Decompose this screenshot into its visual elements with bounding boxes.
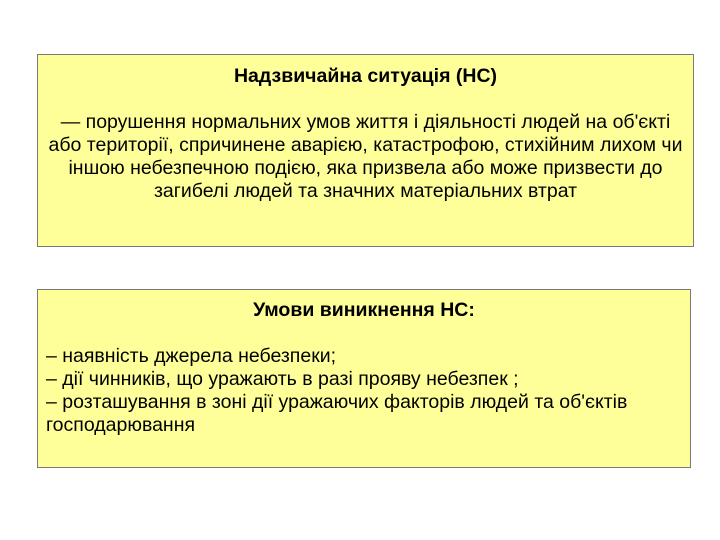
- conditions-list: [46, 345, 682, 437]
- condition-item-damaging-factors: – дії чинників, що уражають в разі прояву небезпек ;: [46, 368, 519, 390]
- definition-spacer: [46, 88, 685, 111]
- definition-text: — порушення нормальних умов життя і діяльності людей на об'єкті або території, спричинене аварією, катастрофою, стихійним лихом чи іншою небезпечною подією, яка призвела або може призвести до загибелі людей та значних матеріальних втрат: [48, 111, 683, 202]
- definition-box: [37, 54, 694, 247]
- conditions-box: [37, 289, 691, 468]
- conditions-title: Умови виникнення НС:: [253, 299, 475, 321]
- condition-item-exposure-zone: – розташування в зоні дії уражаючих факторів людей та об'єктів господарювання: [46, 391, 628, 436]
- conditions-spacer: [46, 322, 682, 345]
- condition-item-hazard-source: – наявність джерела небезпеки;: [46, 345, 337, 367]
- definition-title: Надзвичайна ситуація (НС): [233, 65, 498, 87]
